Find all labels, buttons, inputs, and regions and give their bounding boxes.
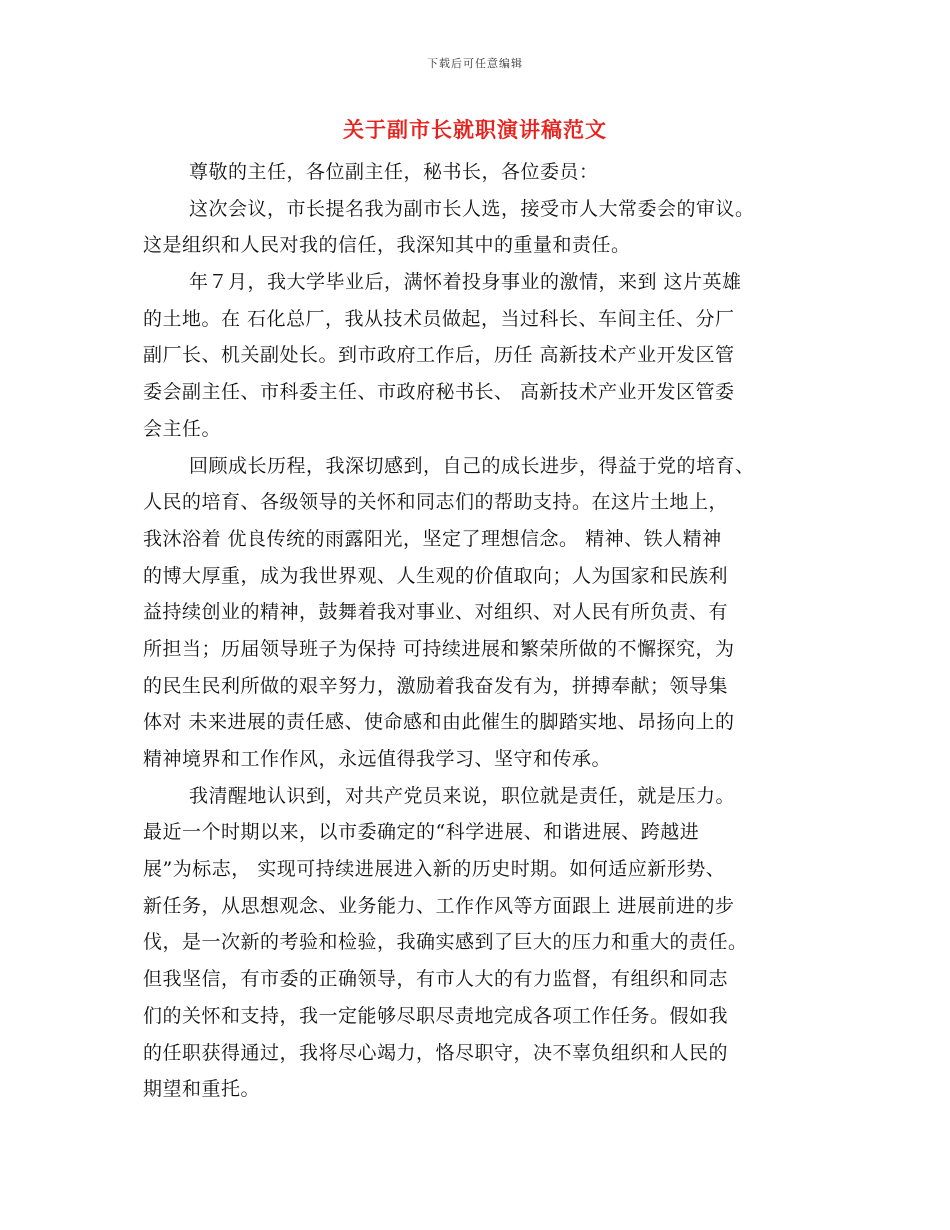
document-title: 关于副市长就职演讲稿范文 [343, 117, 607, 142]
paragraph-line: 期望和重托。 [143, 1078, 261, 1101]
paragraph-line: 所担当；历届领导班子为保持 可持续进展和繁荣所做的不懈探究，为 [143, 637, 735, 660]
paragraph-line: 的任职获得通过，我将尽心竭力，恪尽职守，决不辜负组织和人民的 [143, 1041, 729, 1064]
paragraph-line: 这次会议，市长提名我为副市长人选，接受市人大常委会的审议。 [189, 197, 755, 220]
paragraph-line: 最近一个时期以来，以市委确定的“科学进展、和谐进展、跨越进 [143, 821, 700, 844]
paragraph-line: 们的关怀和支持，我一定能够尽职尽责地完成各项工作任务。假如我 [143, 1004, 729, 1027]
paragraph-line: 新任务，从思想观念、业务能力、工作作风等方面跟上 进展前进的步 [143, 894, 735, 917]
paragraph-line: 回顾成长历程，我深切感到，自己的成长进步，得益于党的培育、 [189, 454, 755, 477]
paragraph-line: 伐，是一次新的考验和检验，我确实感到了巨大的压力和重大的责任。 [143, 931, 748, 954]
paragraph-line: 会主任。 [143, 417, 222, 440]
page-header: 下载后可任意编辑 [427, 57, 523, 70]
document-body [143, 154, 811, 1108]
paragraph-line: 副厂长、机关副处长。到市政府工作后，历任 高新技术产业开发区管 [143, 344, 735, 367]
paragraph-line: 我清醒地认识到，对共产党员来说，职位就是责任，就是压力。 [189, 784, 736, 807]
paragraph-line: 委会副主任、市科委主任、市政府秘书长、 高新技术产业开发区管委 [143, 381, 735, 404]
paragraph-line: 我沐浴着 优良传统的雨露阳光，坚定了理想信念。 精神、铁人精神 [143, 527, 722, 550]
paragraph-line: 体对 未来进展的责任感、使命感和由此催生的脚踏实地、昂扬向上的 [143, 711, 735, 734]
paragraph-line: 益持续创业的精神，鼓舞着我对事业、对组织、对人民有所负责、有 [143, 601, 729, 624]
paragraph-line: 人民的培育、各级领导的关怀和同志们的帮助支持。在这片土地上， [143, 491, 729, 514]
paragraph-line: 展”为标志， 实现可持续进展进入新的历史时期。如何适应新形势、 [143, 858, 726, 881]
salutation-line: 尊敬的主任，各位副主任，秘书长，各位委员： [189, 161, 599, 183]
paragraph-line: 年７月，我大学毕业后，满怀着投身事业的激情，来到 这片英雄 [189, 271, 742, 294]
paragraph-line: 但我坚信，有市委的正确领导，有市人大的有力监督，有组织和同志 [143, 968, 729, 991]
paragraph-line: 这是组织和人民对我的信任，我深知其中的重量和责任。 [143, 234, 631, 257]
paragraph-line: 的民生民利所做的艰辛努力，激励着我奋发有为，拼搏奉献；领导集 [143, 674, 729, 697]
paragraph-line: 的博大厚重，成为我世界观、人生观的价值取向；人为国家和民族利 [143, 564, 729, 587]
paragraph-line: 的土地。在 石化总厂，我从技术员做起，当过科长、车间主任、分厂 [143, 307, 735, 330]
paragraph-line: 精神境界和工作作风，永远值得我学习、坚守和传承。 [143, 748, 612, 770]
